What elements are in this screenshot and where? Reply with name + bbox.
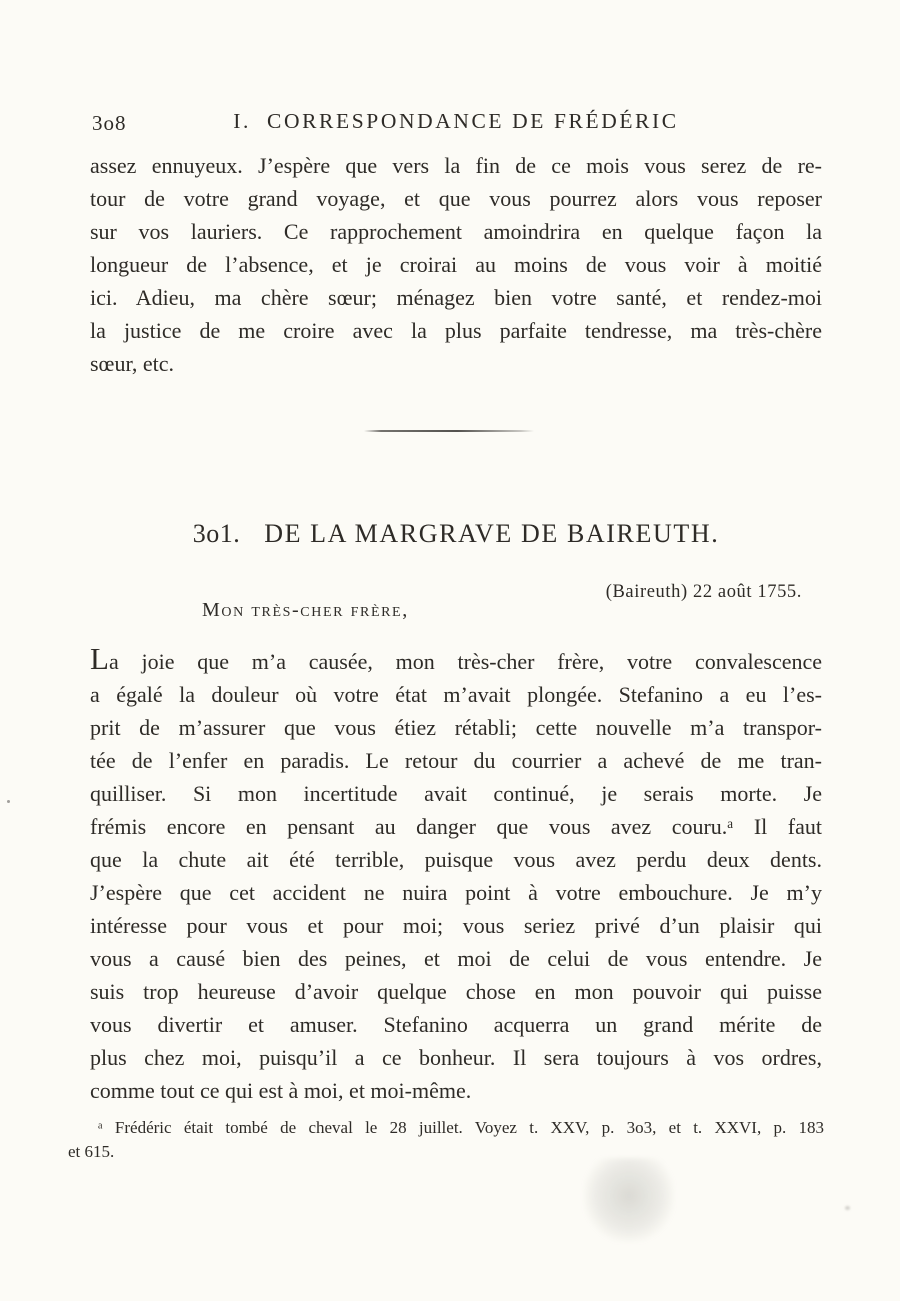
letter-heading xyxy=(90,519,822,549)
text-line: sœur, etc. xyxy=(90,351,175,376)
text-line: tour de votre grand voyage, et que vous pourrez alors vous reposer xyxy=(90,186,822,211)
letter-title: DE LA MARGRAVE DE BAIREUTH. xyxy=(264,519,720,548)
running-title xyxy=(90,109,822,134)
running-title-text: CORRESPONDANCE DE FRÉDÉRIC xyxy=(267,109,679,133)
scan-speck-artifact xyxy=(845,1206,850,1210)
text-line: suis trop heureuse d’avoir quelque chose en mon pouvoir qui puisse xyxy=(90,979,822,1004)
text-line: vous a causé bien des peines, et moi de celui de vous entendre. Je xyxy=(90,946,822,971)
footnote xyxy=(68,1116,824,1164)
text-line: assez ennuyeux. J’espère que vers la fin de ce mois vous serez de re- xyxy=(90,153,822,178)
scan-smudge-artifact xyxy=(584,1158,674,1242)
text-line: intéresse pour vous et pour moi; vous seriez privé d’un plaisir qui xyxy=(90,913,822,938)
section-divider-rule xyxy=(364,430,534,432)
text-line: a égalé la douleur où votre état m’avait plongée. Stefanino a eu l’es- xyxy=(90,682,822,707)
text-line: vous divertir et amuser. Stefanino acquerra un grand mérite de xyxy=(90,1012,822,1037)
text-line: prit de m’assurer que vous étiez rétabli; cette nouvelle m’a transpor- xyxy=(90,715,822,740)
text-line: ici. Adieu, ma chère sœur; ménagez bien votre santé, et rendez-moi xyxy=(90,285,822,310)
text-line: tée de l’enfer en paradis. Le retour du courrier a achevé de me tran- xyxy=(90,748,822,773)
text-line: longueur de l’absence, et je croirai au moins de vous voir à moitié xyxy=(90,252,822,277)
text-line: sur vos lauriers. Ce rapprochement amoindrira en quelque façon la xyxy=(90,219,822,244)
text-line: la justice de me croire avec la plus parfaite tendresse, ma très-chère xyxy=(90,318,822,343)
letter-salutation: Mon très-cher frère, xyxy=(202,599,409,621)
letter-number: 3o1. xyxy=(192,519,241,548)
text-line: plus chez moi, puisqu’il a ce bonheur. Il sera toujours à vos ordres, xyxy=(90,1045,822,1070)
previous-letter-closing-paragraph xyxy=(90,149,822,380)
letter-dateline: (Baireuth) 22 août 1755. xyxy=(605,582,802,602)
running-title-numeral: I. xyxy=(233,109,252,133)
text-line: que la chute ait été terrible, puisque vous avez perdu deux dents. xyxy=(90,847,822,872)
text-line: comme tout ce qui est à moi, et moi-même. xyxy=(90,1078,472,1103)
text-line: J’espère que cet accident ne nuira point à votre embouchure. Je m’y xyxy=(90,880,822,905)
text-line: et 615. xyxy=(68,1142,115,1161)
text-line: frémis encore en pensant au danger que vous avez couru.ᵃ Il faut xyxy=(90,814,822,839)
page-number: 3o8 xyxy=(92,111,127,135)
text-line: ᵃ Frédéric était tombé de cheval le 28 juillet. Voyez t. XXV, p. 3o3, et t. XXVI, p. 183 xyxy=(98,1118,824,1137)
text-line: quilliser. Si mon incertitude avait continué, je serais morte. Je xyxy=(90,781,822,806)
running-header xyxy=(90,109,822,139)
letter-body-paragraph xyxy=(90,641,822,1107)
text-line: La joie que m’a causée, mon très-cher frère, votre convalescence xyxy=(90,641,822,676)
scan-speck-artifact xyxy=(7,800,10,803)
